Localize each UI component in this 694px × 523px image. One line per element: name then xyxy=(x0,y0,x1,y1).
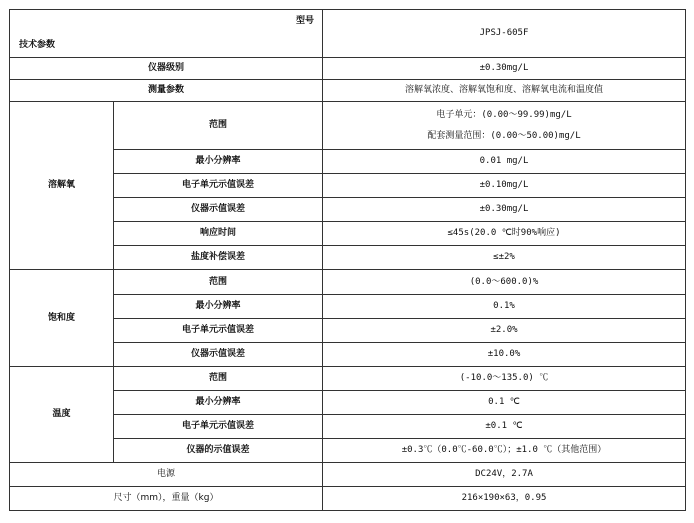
do-range-label: 范围 xyxy=(114,102,323,150)
do-range-value xyxy=(323,102,686,150)
grade-value: ±0.30mg/L xyxy=(323,58,686,80)
sat-elec-value: ±2.0% xyxy=(323,318,686,342)
do-salt-value: ≤±2% xyxy=(323,246,686,270)
sat-inst-label: 仪器示值误差 xyxy=(114,342,323,366)
do-inst-value: ±0.30mg/L xyxy=(323,198,686,222)
do-res-value: 0.01 mg/L xyxy=(323,150,686,174)
do-resp-label: 响应时间 xyxy=(114,222,323,246)
temp-inst-value: ±0.3℃（0.0℃-60.0℃）；±1.0 ℃（其他范围） xyxy=(323,438,686,462)
model-header: 型号 xyxy=(295,16,314,26)
do-res-label: 最小分辨率 xyxy=(114,150,323,174)
do-salt-label: 盐度补偿误差 xyxy=(114,246,323,270)
do-elec-value: ±0.10mg/L xyxy=(323,174,686,198)
do-group-label: 溶解氧 xyxy=(10,102,114,270)
sat-elec-label: 电子单元示值误差 xyxy=(114,318,323,342)
table-row xyxy=(10,486,686,510)
params-label: 测量参数 xyxy=(10,80,323,102)
table-row xyxy=(10,270,686,294)
temp-elec-value: ±0.1 ℃ xyxy=(323,414,686,438)
temp-range-label: 范围 xyxy=(114,366,323,390)
power-label: 电源 xyxy=(10,462,323,486)
model-value: JPSJ-605F xyxy=(323,10,686,58)
table-row xyxy=(10,102,686,150)
sat-res-label: 最小分辨率 xyxy=(114,294,323,318)
do-range-line-2: 配套测量范围：(0.00～50.00)mg/L xyxy=(427,130,581,141)
spec-table xyxy=(9,9,686,511)
sat-group-label: 饱和度 xyxy=(10,270,114,366)
params-value: 溶解氧浓度、溶解氧饱和度、溶解氧电流和温度值 xyxy=(323,80,686,102)
temp-group-label: 温度 xyxy=(10,366,114,462)
do-resp-value: ≤45s(20.0 ℃时90%响应) xyxy=(323,222,686,246)
size-value: 216×190×63，0.95 xyxy=(323,486,686,510)
sat-range-label: 范围 xyxy=(114,270,323,294)
temp-res-label: 最小分辨率 xyxy=(114,390,323,414)
do-inst-label: 仪器示值误差 xyxy=(114,198,323,222)
tech-params-header: 技术参数 xyxy=(19,40,56,51)
do-elec-label: 电子单元示值误差 xyxy=(114,174,323,198)
size-label: 尺寸（mm），重量（kg） xyxy=(10,486,323,510)
grade-label: 仪器级别 xyxy=(10,58,323,80)
table-row xyxy=(10,58,686,80)
temp-res-value: 0.1 ℃ xyxy=(323,390,686,414)
table-row xyxy=(10,10,686,58)
table-row xyxy=(10,80,686,102)
sat-res-value: 0.1% xyxy=(323,294,686,318)
temp-inst-label: 仪器的示值误差 xyxy=(114,438,323,462)
temp-range-value: (-10.0～135.0) ℃ xyxy=(323,366,686,390)
sat-inst-value: ±10.0% xyxy=(323,342,686,366)
sat-range-value: (0.0～600.0)% xyxy=(323,270,686,294)
table-row xyxy=(10,462,686,486)
table-row xyxy=(10,366,686,390)
header-cell xyxy=(10,10,323,58)
temp-elec-label: 电子单元示值误差 xyxy=(114,414,323,438)
do-range-line-1: 电子单元：(0.00～99.99)mg/L xyxy=(436,109,572,120)
power-value: DC24V，2.7A xyxy=(323,462,686,486)
